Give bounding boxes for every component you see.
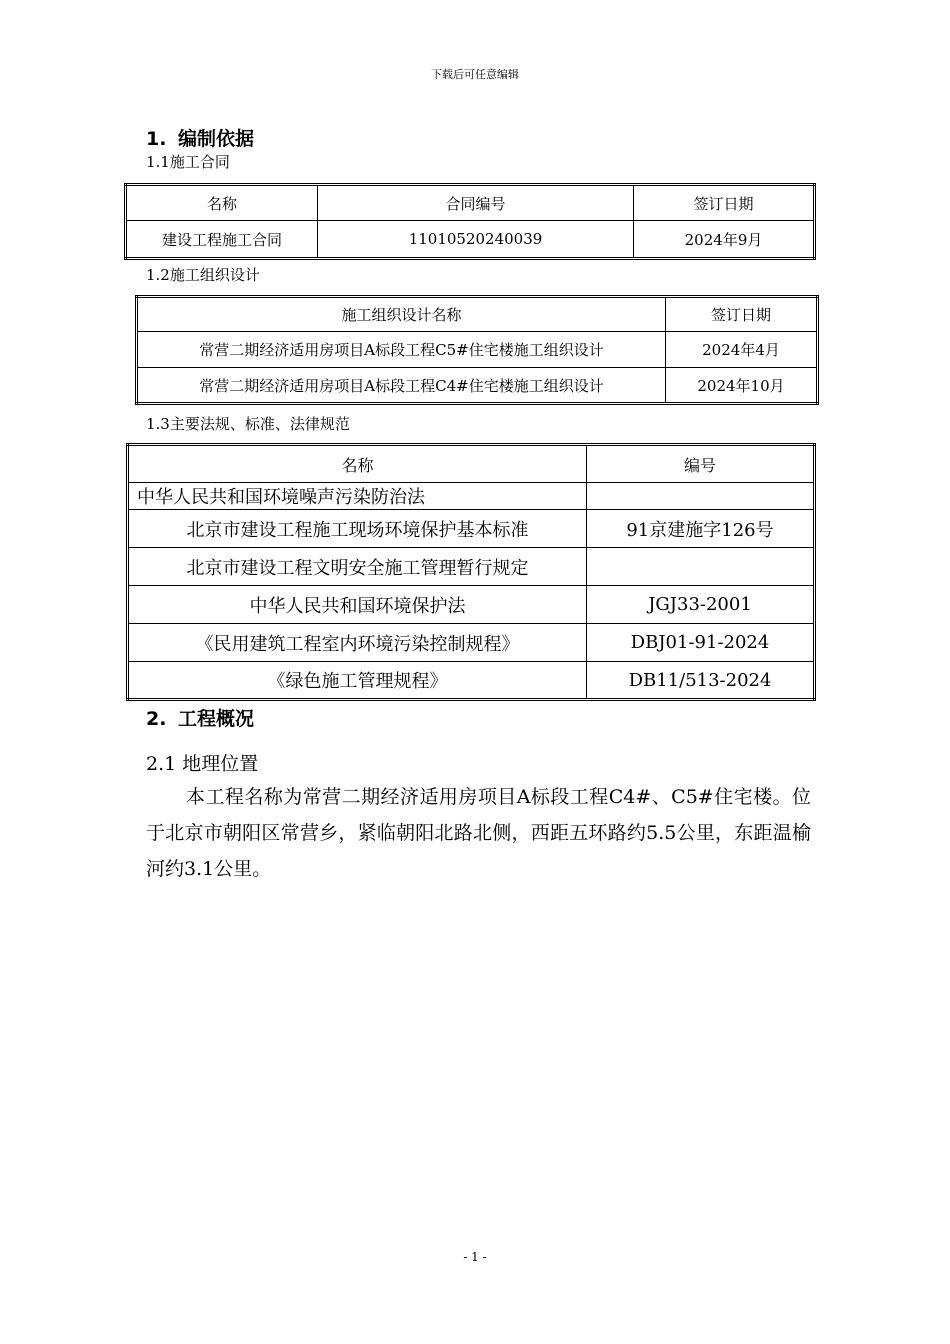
contract-header-date: 签订日期 xyxy=(634,185,815,221)
design-header-date: 签订日期 xyxy=(666,297,818,332)
design-header-name: 施工组织设计名称 xyxy=(137,297,666,332)
regulations-table xyxy=(126,443,816,701)
regulation-name: 中华人民共和国环境保护法 xyxy=(128,586,587,624)
subsection-1-3-title: 1.3主要法规、标准、法律规范 xyxy=(146,415,350,433)
location-paragraph: 本工程名称为常营二期经济适用房项目A标段工程C4#、C5#住宅楼。位于北京市朝阳区常营乡，紧临朝阳北路北侧，西距五环路约5.5公里，东距温榆河约3.1公里。 xyxy=(146,786,811,880)
regulation-name: 《民用建筑工程室内环境污染控制规程》 xyxy=(128,624,587,662)
section-2-title: 工程概况 xyxy=(178,708,255,730)
section-1-title: 编制依据 xyxy=(178,128,255,150)
section-2-heading xyxy=(146,704,254,731)
section-2-number: 2. xyxy=(146,708,167,730)
contract-table xyxy=(124,183,816,260)
regulation-code xyxy=(587,483,815,510)
regulation-name: 北京市建设工程文明安全施工管理暂行规定 xyxy=(128,548,587,586)
regulation-code: DB11/513-2024 xyxy=(587,662,815,700)
header-note: 下载后可任意编辑 xyxy=(431,68,519,81)
contract-cell-date: 2024年9月 xyxy=(634,221,815,259)
subsection-1-2-title: 1.2施工组织设计 xyxy=(146,266,260,284)
contract-cell-name: 建设工程施工合同 xyxy=(126,221,318,259)
contract-cell-number: 11010520240039 xyxy=(318,221,634,259)
regulations-header-code: 编号 xyxy=(587,445,815,483)
contract-header-name: 名称 xyxy=(126,185,318,221)
design-cell-date: 2024年4月 xyxy=(666,332,818,368)
subsection-1-1-title: 1.1施工合同 xyxy=(146,153,230,171)
regulations-header-name: 名称 xyxy=(128,445,587,483)
regulation-code: 91京建施字126号 xyxy=(587,510,815,548)
design-table xyxy=(135,295,819,405)
regulation-name: 《绿色施工管理规程》 xyxy=(128,662,587,700)
design-cell-date: 2024年10月 xyxy=(666,368,818,404)
design-cell-name: 常营二期经济适用房项目A标段工程C5#住宅楼施工组织设计 xyxy=(137,332,666,368)
section-1-heading xyxy=(146,124,254,151)
design-cell-name: 常营二期经济适用房项目A标段工程C4#住宅楼施工组织设计 xyxy=(137,368,666,404)
section-1-number: 1. xyxy=(146,128,167,150)
subsection-2-1-title: 2.1 地理位置 xyxy=(146,753,259,775)
regulation-code: DBJ01-91-2024 xyxy=(587,624,815,662)
regulation-code: JGJ33-2001 xyxy=(587,586,815,624)
regulation-name: 北京市建设工程施工现场环境保护基本标准 xyxy=(128,510,587,548)
page-number: - 1 - xyxy=(463,1250,487,1264)
regulation-name: 中华人民共和国环境噪声污染防治法 xyxy=(128,483,587,510)
regulation-code xyxy=(587,548,815,586)
contract-header-number: 合同编号 xyxy=(318,185,634,221)
